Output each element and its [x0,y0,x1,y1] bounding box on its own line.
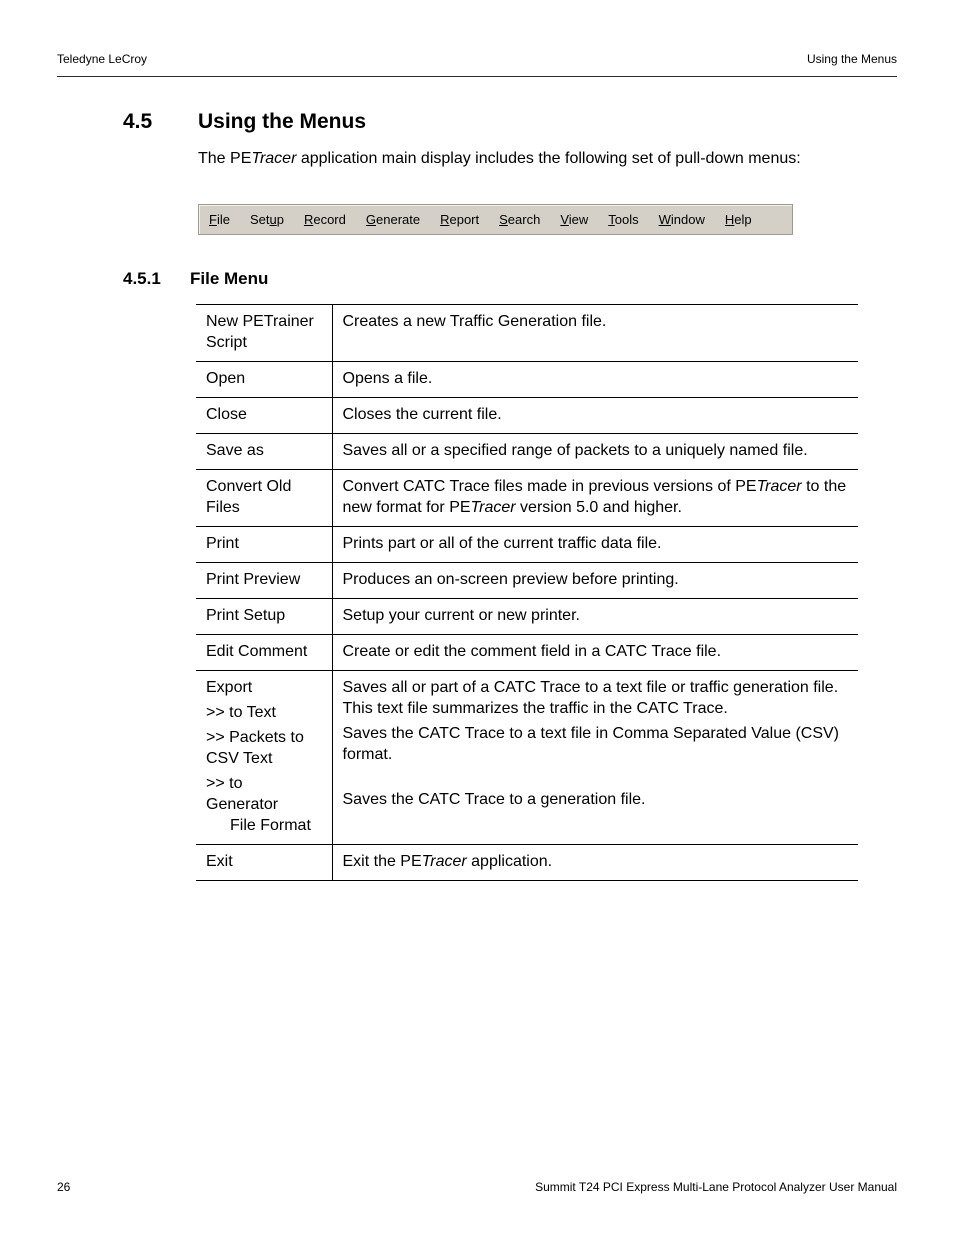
export-sub-line: >> to [206,775,243,792]
menu-bar-illustration [198,204,793,235]
table-row-print-setup [196,599,858,635]
menu-item-cell: Exit [196,845,332,881]
section-title: Using the Menus [198,110,367,133]
menu-item-cell: Save as [196,434,332,470]
intro-tracer-italic: Tracer [251,150,297,167]
menu-label-part: ools [614,212,639,227]
subsection-number: 4.5.1 [123,269,161,288]
section-number: 4.5 [123,110,153,133]
description-cell: Saves all or a specified range of packets to a uniquely named file. [332,434,858,470]
menu-item-file [199,212,240,227]
text-segment: application. [466,853,553,870]
menu-item-record [294,212,356,227]
tracer-italic: Tracer [756,478,802,495]
subsection-heading [123,269,897,289]
description-cell: Opens a file. [332,362,858,398]
menu-mnemonic: W [658,212,671,227]
description-cell [332,671,858,845]
description-cell [332,470,858,527]
page-header [57,52,897,77]
menu-item-cell: Print Setup [196,599,332,635]
menu-mnemonic: S [499,212,508,227]
table-row-close [196,398,858,434]
table-row-convert-old-files [196,470,858,527]
menu-item-view [550,212,598,227]
text-segment: version 5.0 and higher. [515,499,682,516]
menu-item-cell: Edit Comment [196,635,332,671]
menu-item-cell: Open [196,362,332,398]
menu-mnemonic: R [440,212,450,227]
menu-label-part: eport [449,212,480,227]
header-company: Teledyne LeCroy [57,52,148,66]
description-paragraph: Saves the CATC Trace to a generation file. [342,791,646,808]
menu-label-part: p [276,212,284,227]
menu-label-part: iew [568,212,589,227]
table-row-save-as [196,434,858,470]
menu-label-part: ile [216,212,230,227]
header-chapter-title: Using the Menus [806,52,897,66]
menu-label-part: Set [249,212,270,227]
export-sub-packets-csv: >> Packets to CSV Text [206,729,304,767]
text-segment: to the new format for PE [342,478,847,516]
description-cell: Setup your current or new printer. [332,599,858,635]
menu-mnemonic: R [303,212,314,227]
menu-item-cell: Close [196,398,332,434]
description-cell: Prints part or all of the current traffic data file. [332,527,858,563]
menu-item-cell: Convert Old Files [196,470,332,527]
menu-label-part: indow [670,212,705,227]
table-row-print-preview [196,563,858,599]
menu-label-part: earch [507,212,541,227]
menu-item-cell: New PETrainer Script [196,305,332,362]
menu-label-part: ecord [313,212,346,227]
menu-mnemonic: T [608,212,615,227]
menu-item-help [715,212,762,227]
table-row-new-petrainer-script [196,305,858,362]
tracer-italic: Tracer [470,499,516,516]
menu-item-search [489,212,550,227]
menu-item-tools [598,212,648,227]
menu-label-part: elp [734,212,752,227]
menu-label-part: enerate [376,212,421,227]
intro-paragraph [198,148,897,169]
export-sub-line: File Format [230,817,311,834]
table-row-open [196,362,858,398]
intro-text-pre: The PE [198,150,252,167]
export-sub-to-text: >> to Text [206,704,276,721]
menu-mnemonic: V [560,212,569,227]
table-row-export [196,671,858,845]
menu-item-cell: Print [196,527,332,563]
description-cell: Create or edit the comment field in a CATC Trace file. [332,635,858,671]
text-segment: Exit the PE [342,853,422,870]
description-paragraph: Saves the CATC Trace to a text file in Comma Separated Value (CSV) format. [342,725,840,763]
menu-mnemonic: G [365,212,376,227]
text-segment: Convert CATC Trace files made in previous versions of PE [342,478,757,495]
page-number: 26 [57,1180,71,1194]
menu-item-setup [240,212,294,227]
table-row-edit-comment [196,635,858,671]
menu-item-window [649,212,715,227]
section-heading [123,109,897,134]
subsection-title: File Menu [190,269,269,288]
intro-text-post: application main display includes the following set of pull-down menus: [296,150,801,167]
menu-item-cell: Print Preview [196,563,332,599]
footer-manual-title: Summit T24 PCI Express Multi-Lane Protocol Analyzer User Manual [535,1180,897,1194]
menu-item-report [430,212,489,227]
file-menu-table [196,304,858,881]
table-row-print [196,527,858,563]
description-cell: Creates a new Traffic Generation file. [332,305,858,362]
table-row-exit [196,845,858,881]
menu-item-generate [356,212,430,227]
export-sub-line: Generator [206,796,279,813]
page-footer [57,1180,897,1195]
description-paragraph: Saves all or part of a CATC Trace to a text file or traffic generation file. This text file summarizes the traffic in the CATC Trace. [342,679,839,717]
menu-mnemonic: F [209,212,217,227]
export-label: Export [206,679,253,696]
description-cell: Closes the current file. [332,398,858,434]
menu-mnemonic: u [269,212,277,227]
description-cell [332,845,858,881]
menu-item-cell [196,671,332,845]
menu-mnemonic: H [724,212,735,227]
export-sub-to-generator [206,773,326,836]
tracer-italic: Tracer [421,853,467,870]
description-cell: Produces an on-screen preview before printing. [332,563,858,599]
